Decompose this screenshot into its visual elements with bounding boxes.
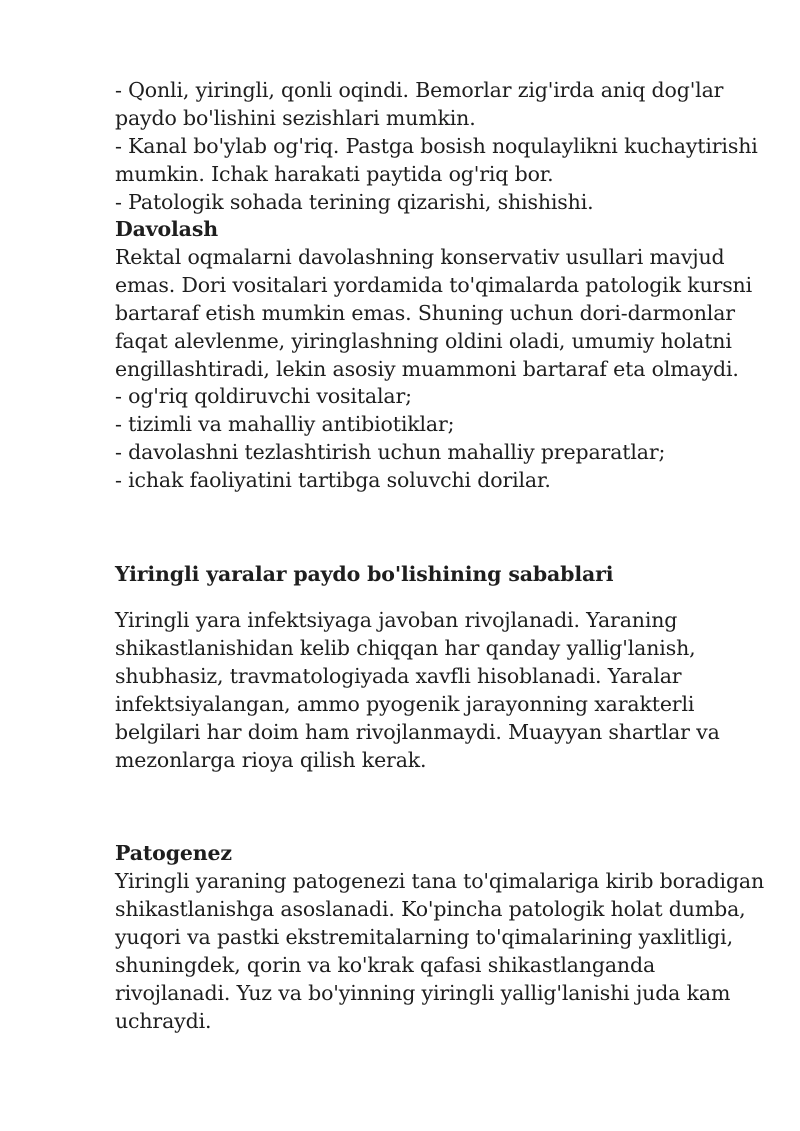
symptom-line: - Qonli, yiringli, qonli oqindi. Bemorlar zig'irda aniq dog'lar <box>115 78 724 102</box>
paragraph-line: Yiringli yaraning patogenezi tana to'qimalariga kirib boradigan <box>115 869 765 893</box>
paragraph-line: emas. Dori vositalari yordamida to'qimalarda patologik kursni <box>115 273 753 297</box>
paragraph-line: bartaraf etish mumkin emas. Shuning uchun dori-darmonlar <box>115 301 735 325</box>
symptom-line: mumkin. Ichak harakati paytida og'riq bor. <box>115 162 554 186</box>
section-heading-sabablar: Yiringli yaralar paydo bo'lishining sabablari <box>115 562 614 586</box>
list-item: - tizimli va mahalliy antibiotiklar; <box>115 412 455 436</box>
section-heading-davolash: Davolash <box>115 217 218 241</box>
section-heading-patogenez: Patogenez <box>115 841 232 865</box>
paragraph-line: yuqori va pastki ekstremitalarning to'qimalarining yaxlitligi, <box>115 925 733 949</box>
paragraph-line: shikastlanishga asoslanadi. Ko'pincha patologik holat dumba, <box>115 897 746 921</box>
list-item: - davolashni tezlashtirish uchun mahalliy preparatlar; <box>115 440 666 464</box>
symptom-line: paydo bo'lishini sezishlari mumkin. <box>115 106 476 130</box>
list-item: - og'riq qoldiruvchi vositalar; <box>115 384 412 408</box>
paragraph-line: shubhasiz, travmatologiyada xavfli hisoblanadi. Yaralar <box>115 664 682 688</box>
paragraph-line: shuningdek, qorin va ko'krak qafasi shikastlanganda <box>115 953 656 977</box>
list-item: - ichak faoliyatini tartibga soluvchi dorilar. <box>115 468 551 492</box>
paragraph-line: engillashtiradi, lekin asosiy muammoni bartaraf eta olmaydi. <box>115 357 739 381</box>
paragraph-line: belgilari har doim ham rivojlanmaydi. Muayyan shartlar va <box>115 720 720 744</box>
paragraph-line: uchraydi. <box>115 1009 212 1033</box>
paragraph-line: rivojlanadi. Yuz va bo'yinning yiringli yallig'lanishi juda kam <box>115 981 731 1005</box>
paragraph-line: Yiringli yara infektsiyaga javoban rivojlanadi. Yaraning <box>115 608 678 632</box>
paragraph-line: shikastlanishidan kelib chiqqan har qanday yallig'lanish, <box>115 636 696 660</box>
symptom-line: - Patologik sohada terining qizarishi, shishishi. <box>115 190 594 214</box>
paragraph-line: faqat alevlenme, yiringlashning oldini oladi, umumiy holatni <box>115 329 732 353</box>
symptom-line: - Kanal bo'ylab og'riq. Pastga bosish noqulaylikni kuchaytirishi <box>115 134 758 158</box>
paragraph-line: Rektal oqmalarni davolashning konservativ usullari mavjud <box>115 245 725 269</box>
paragraph-line: mezonlarga rioya qilish kerak. <box>115 748 427 772</box>
paragraph-line: infektsiyalangan, ammo pyogenik jarayonning xarakterli <box>115 692 695 716</box>
